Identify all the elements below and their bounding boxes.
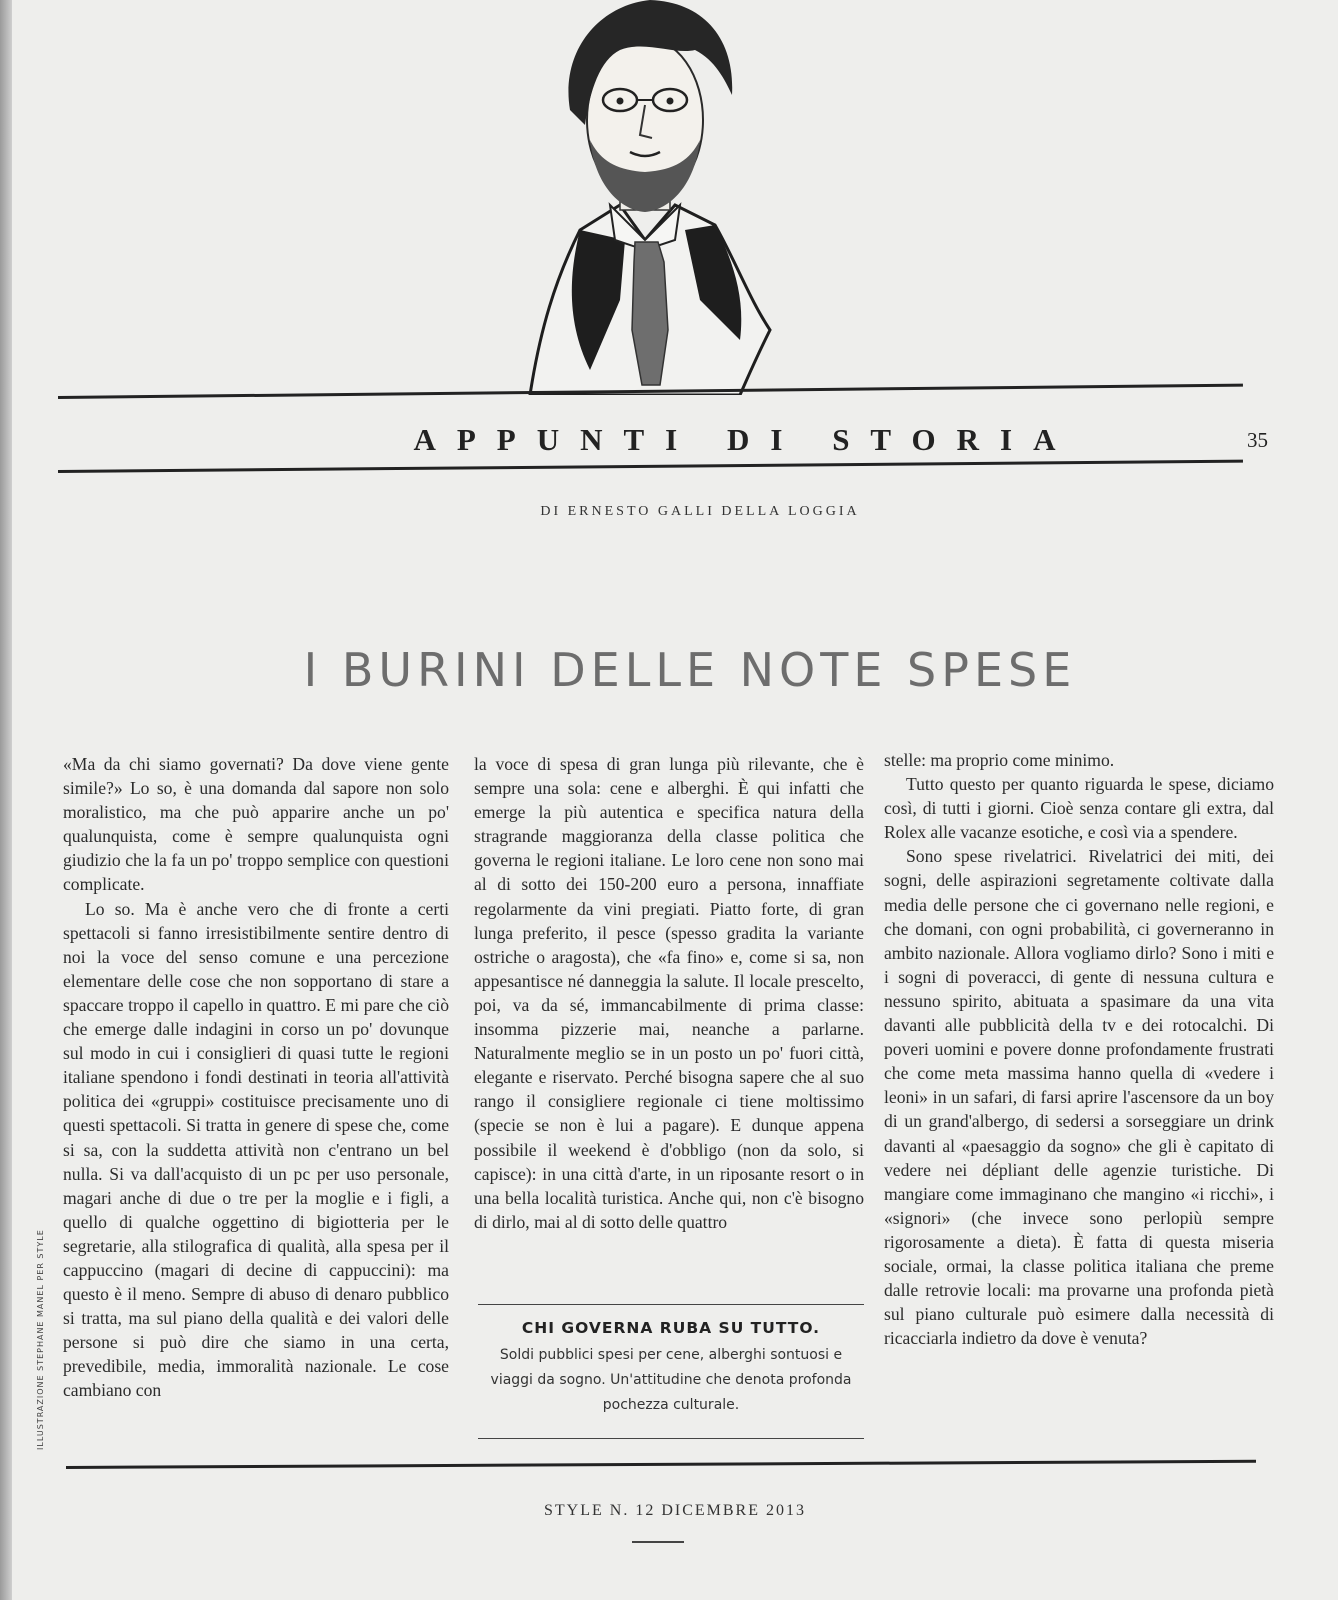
footer-dash [632,1541,684,1543]
section-title [60,422,1270,458]
header-rule-bottom [58,460,1243,473]
paragraph: stelle: ma proprio come minimo. [884,750,1115,770]
paragraph: Lo so. Ma è anche vero che di fronte a certi spettacoli si fanno irresistibilmente sentire dentro di noi la voce del senso comune e una percezione elementare delle cose che non sopportano di stare a spaccare troppo il capello in quattro. E mi pare che ciò che emerge dalle indagini in corso un po' dovunque sul modo in cui i consiglieri di quasi tutte le regioni italiane spendono i fondi destinati in teoria all'attività politica dei «gruppi» costituisce precisamente uno di questi spettacoli. Si tratta in genere di spese che, come si sa, con la suddetta attività non c'entrano un bel nulla. Si va dall'acquisto di un pc per uso personale, magari anche di due o tre per la moglie e i figli, a quello di qualche oggettino di bigiotteria per le segretarie, alla stilografica di qualità, alla spesa per il cappuccino (magari di decine di cappuccini): ma questo è il meno. Sempre di abuso di denaro pubblico si tratta, ma sul piano della qualità e dei valori delle persone si può dire che siamo in una certa, prevedibile, media, immoralità nazionale. Le cose cambiano con [63,898,449,1401]
article-column-1 [63,752,449,1403]
footer-rule [66,1460,1256,1469]
paragraph: la voce di spesa di gran lunga più rilevante, che è sempre una sola: cene e alberghi. È qui infatti che emerge la più autentica e specifica natura della stragrande maggioranza della classe politica che governa le regioni italiane. Le loro cene non sono mai al di sotto dei 150-200 euro a persona, innaffiate regolarmente da vini pregiati. Piatto forte, di gran lunga preferito, il pesce (spesso gradita la variante ostriche o aragosta), che «fa fino» e, come si sa, non appesantisce né danneggia la salute. Il locale prescelto, poi, va da sé, immancabilmente di prima classe: insomma pizzerie mai, neanche a parlarne. Naturalmente meglio se in un posto un po' fuori città, elegante e riservato. Perché bisogna sapere che al suo rango il consigliere regionale ci tiene moltissimo (specie se non è lui a pagare). E dunque appena possibile il weekend è d'obbligo (non da solo, si capisce): in una città d'arte, in un riposante resort o in una bella località turistica. Anche qui, non c'è bisogno di dirlo, mai al di sotto delle quattro [474,754,864,1232]
page-number: 35 [1247,428,1268,452]
portrait-illustration-icon [470,0,810,395]
section-title-text: APPUNTI DI STORIA [413,422,1077,457]
pull-quote [478,1304,864,1439]
byline [60,504,1270,520]
paragraph: Tutto questo per quanto riguarda le spese, diciamo così, di tutti i giorni. Cioè senza contare gli extra, dal Rolex alle vacanze esotiche, e così via a spendere. [884,774,1274,843]
footer [60,1502,1270,1520]
article-column-3 [884,748,1274,1350]
pull-quote-text: Soldi pubblici spesi per cene, alberghi sontuosi e viaggi da sogno. Un'attitudine che denota profonda pochezza culturale. [490,1347,852,1413]
illustration-credit: ILLUSTRAZIONE STEPHANE MANEL PER STYLE [36,1229,45,1450]
article-title-text: I BURINI DELLE NOTE SPESE [303,642,1077,697]
article-column-2 [474,752,864,1287]
paragraph: «Ma da chi siamo governati? Da dove viene gente simile?» Lo so, è una domanda dal sapore non solo moralistico, ma che può apparire anche un po' qualunquista, come è sempre qualunquista ogni giudizio che la fa un po' troppo semplice con questioni complicate. [63,754,449,895]
footer-text: STYLE N. 12 DICEMBRE 2013 [544,1502,806,1519]
page-edge [0,0,12,1600]
byline-text: DI ERNESTO GALLI DELLA LOGGIA [540,504,860,519]
article-title [60,643,1270,697]
column-text [474,752,864,1287]
paragraph: Sono spese rivelatrici. Rivelatrici dei miti, dei sogni, delle aspirazioni segretamente coltivate dalla media delle persone che ci governano nelle regioni, e che domani, con ogni probabilità, ci governeranno in ambito nazionale. Allora vogliamo dirlo? Sono i miti e i sogni di poveracci, di gente di nessuna cultura e nessuno spirito, abituata a spasimare da una vita davanti alle pubblicità della tv e dei rotocalchi. Di poveri uomini e povere donne profondamente frustrati che come meta massima hanno quella di «vedere i leoni» in un safari, di farsi aprire l'ascensore da un boy di un grand'albergo, di sedersi a sorseggiare un drink davanti al «paesaggio da sogno» che gli è capitato di vedere nei dépliant delle agenzie turistiche. Di mangiare come immaginano che mangino «i ricchi», i «signori» (che invece sono perlopiù sempre rigorosamente a dieta). È fatta di questa miseria sociale, ormai, la classe politica italiana che preme dalle retrovie locali: ma provarne una profonda pietà sul piano culturale può esimere dalla necessità di ricacciarla indietro da dove è venuta? [884,846,1274,1349]
illustration-credit-wrap [36,1229,256,1459]
pull-quote-title: CHI GOVERNA RUBA SU TUTTO. [521,1319,821,1337]
